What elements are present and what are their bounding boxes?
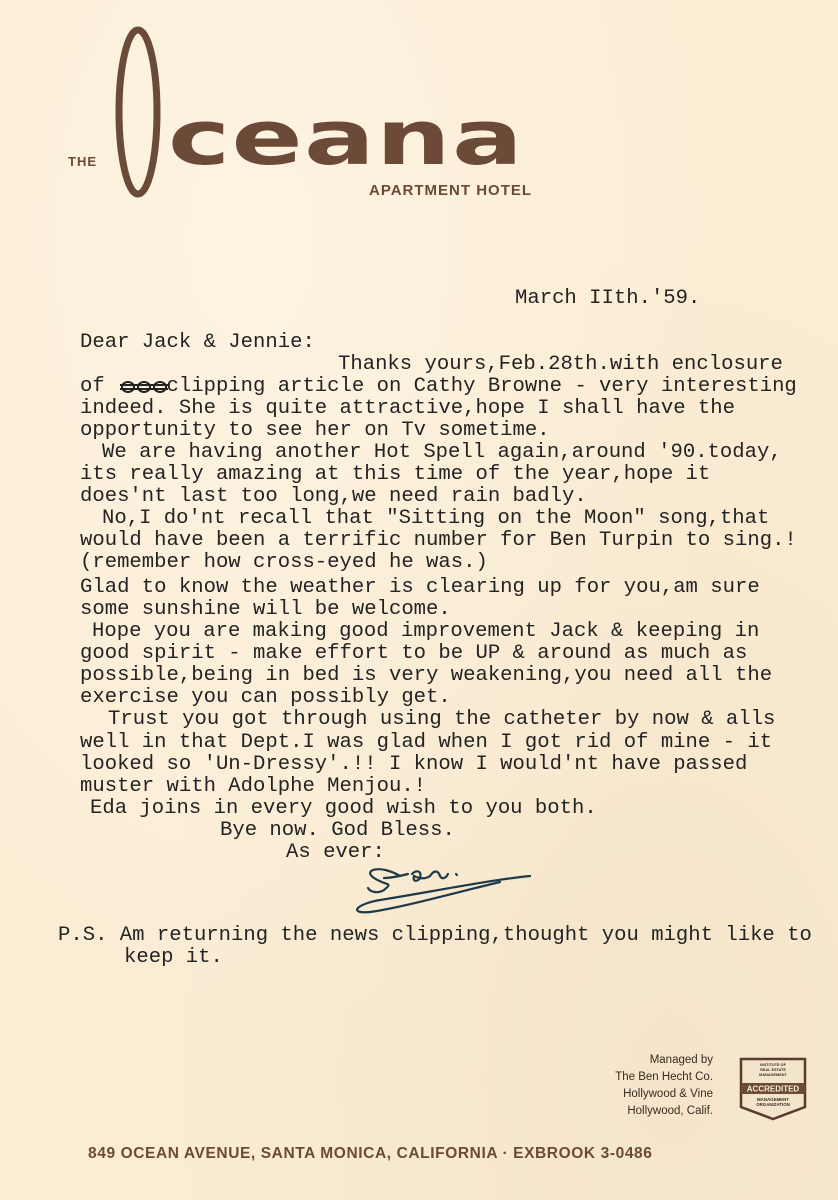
svg-text:MANAGEMENT: MANAGEMENT [757, 1097, 789, 1102]
svg-text:INSTITUTE OF: INSTITUTE OF [760, 1063, 786, 1067]
svg-text:REAL ESTATE: REAL ESTATE [760, 1068, 786, 1072]
letter-line: opportunity to see her on Tv sometime. [80, 419, 550, 442]
letter-line: muster with Adolphe Menjou.! [80, 775, 427, 798]
postscript-line: P.S. Am returning the news clipping,thought you might like to [58, 924, 812, 947]
letter-line: Hope you are making good improvement Jack & keeping in [92, 620, 760, 643]
svg-text:MANAGEMENT: MANAGEMENT [759, 1073, 787, 1077]
letter-line: Thanks yours,Feb.28th.with enclosure [338, 353, 783, 376]
letterhead [0, 0, 838, 210]
footer-address: 849 OCEAN AVENUE, SANTA MONICA, CALIFORNIA · EXBROOK 3-0486 [88, 1145, 653, 1162]
letter-line: As ever: [286, 841, 385, 864]
badge-accredited-text: ACCREDITED [746, 1084, 800, 1094]
letter-line: No,I do'nt recall that "Sitting on the Moon" song,that [102, 507, 770, 530]
managed-by-line: Managed by [649, 1054, 713, 1066]
letterhead-subtitle: APARTMENT HOTEL [369, 182, 533, 199]
letterhead-the: THE [68, 154, 97, 169]
struck-out-text [120, 378, 170, 396]
letter-date: March IIth.'59. [515, 287, 701, 310]
letter-line: possible,being in bed is very weakening,you need all the [80, 664, 773, 687]
letter-line: looked so 'Un-Dressy'.!! I know I would'nt have passed [80, 753, 748, 776]
letterhead-name: ceana [168, 93, 525, 182]
letter-line: of clipping article on Cathy Browne - very interesting [80, 375, 797, 398]
letter-line: We are having another Hot Spell again,around '90.today, [102, 441, 782, 464]
svg-text:ORGANIZATION: ORGANIZATION [756, 1102, 790, 1107]
letter-line: Trust you got through using the catheter by now & alls [108, 708, 776, 731]
letter-line: well in that Dept.I was glad when I got rid of mine - it [80, 731, 773, 754]
letter-line: would have been a terrific number for Ben Turpin to sing.! [80, 529, 797, 552]
letter-line: exercise you can possibly get. [80, 686, 451, 709]
letter-line: Glad to know the weather is clearing up for you,am sure [80, 576, 760, 599]
handwritten-signature [340, 848, 540, 918]
managed-by-line: Hollywood, Calif. [627, 1105, 713, 1117]
letter-line: does'nt last too long,we need rain badly. [80, 485, 587, 508]
accredited-badge [739, 1057, 807, 1121]
postscript-line: keep it. [124, 946, 223, 969]
letter-line: good spirit - make effort to be UP & around as much as [80, 642, 748, 665]
letter-line: Eda joins in every good wish to you both. [90, 797, 597, 820]
managed-by-block [615, 1052, 713, 1120]
oceana-o-logo-mark [110, 22, 166, 202]
letter-line: Bye now. God Bless. [220, 819, 455, 842]
letter-salutation: Dear Jack & Jennie: [80, 331, 315, 354]
letter-line: (remember how cross-eyed he was.) [80, 551, 488, 574]
managed-by-line: The Ben Hecht Co. [615, 1071, 713, 1083]
letter-line: some sunshine will be welcome. [80, 598, 451, 621]
managed-by-line: Hollywood & Vine [623, 1088, 713, 1100]
letter-line: its really amazing at this time of the year,hope it [80, 463, 711, 486]
letter-line: indeed. She is quite attractive,hope I shall have the [80, 397, 735, 420]
